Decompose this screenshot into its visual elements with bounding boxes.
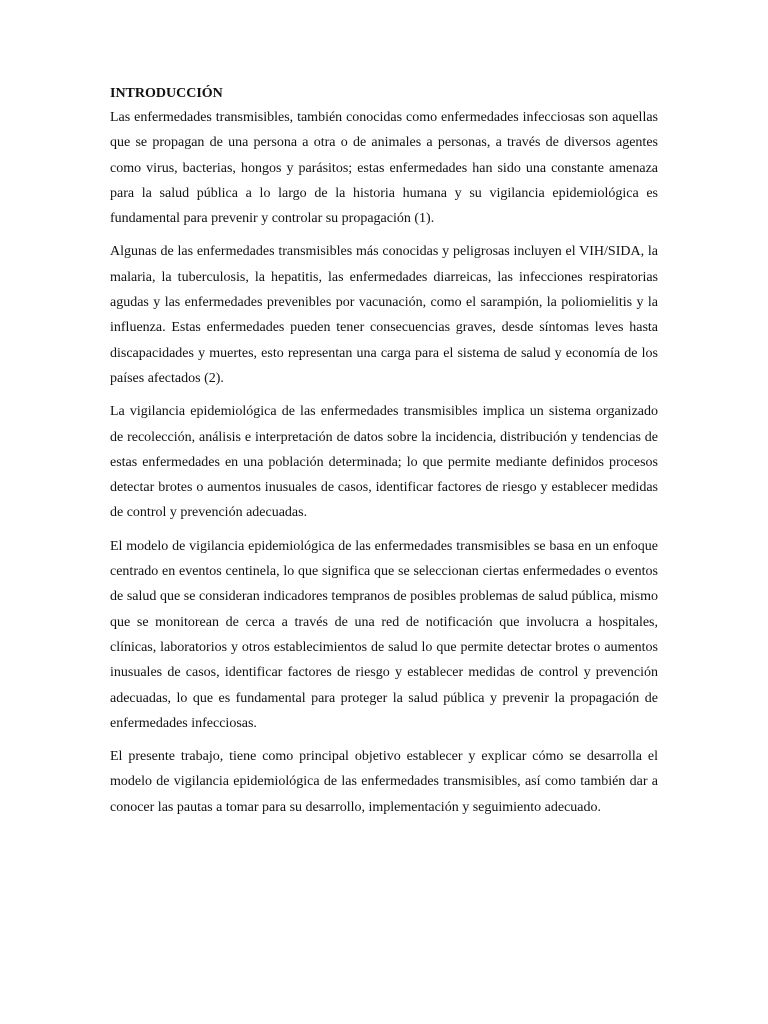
- document-page: [110, 84, 658, 828]
- paragraph-5: El presente trabajo, tiene como principal objetivo establecer y explicar cómo se desarrolla el modelo de vigilancia epidemiológica de las enfermedades transmisibles, así como también dar a conocer las pautas a tomar para su desarrollo, implementación y seguimiento adecuado.: [110, 749, 658, 815]
- paragraph-3: La vigilancia epidemiológica de las enfermedades transmisibles implica un sistema organizado de recolección, análisis e interpretación de datos sobre la incidencia, distribución y tendencias de estas enfermedades en una población determinada; lo que permite mediante definidos procesos detectar brotes o aumentos inusuales de casos, identificar factores de riesgo y establecer medidas de control y prevención adecuadas.: [110, 404, 658, 521]
- paragraph-1: Las enfermedades transmisibles, también conocidas como enfermedades infecciosas son aquellas que se propagan de una persona a otra o de animales a personas, a través de diversos agentes como virus, bacterias, hongos y parásitos; estas enfermedades han sido una constante amenaza para la salud pública a lo largo de la historia humana y su vigilancia epidemiológica es fundamental para prevenir y controlar su propagación (1).: [110, 110, 658, 227]
- paragraph-2: Algunas de las enfermedades transmisibles más conocidas y peligrosas incluyen el VIH/SIDA, la malaria, la tuberculosis, la hepatitis, las enfermedades diarreicas, las infecciones respiratorias agudas y las enfermedades prevenibles por vacunación, como el sarampión, la poliomielitis y la influenza. Estas enfermedades pueden tener consecuencias graves, desde síntomas leves hasta discapacidades y muertes, esto representan una carga para el sistema de salud y economía de los países afectados (2).: [110, 244, 658, 386]
- paragraph-4: El modelo de vigilancia epidemiológica de las enfermedades transmisibles se basa en un enfoque centrado en eventos centinela, lo que significa que se seleccionan ciertas enfermedades o eventos de salud que se consideran indicadores tempranos de posibles problemas de salud pública, mismo que se monitorean de cerca a través de una red de notificación que involucra a hospitales, clínicas, laboratorios y otros establecimientos de salud lo que permite detectar brotes o aumentos inusuales de casos, identificar factores de riesgo y establecer medidas de control y prevención adecuadas, lo que es fundamental para proteger la salud pública y prevenir la propagación de enfermedades infecciosas.: [110, 538, 658, 731]
- section-heading: INTRODUCCIÓN: [110, 86, 223, 101]
